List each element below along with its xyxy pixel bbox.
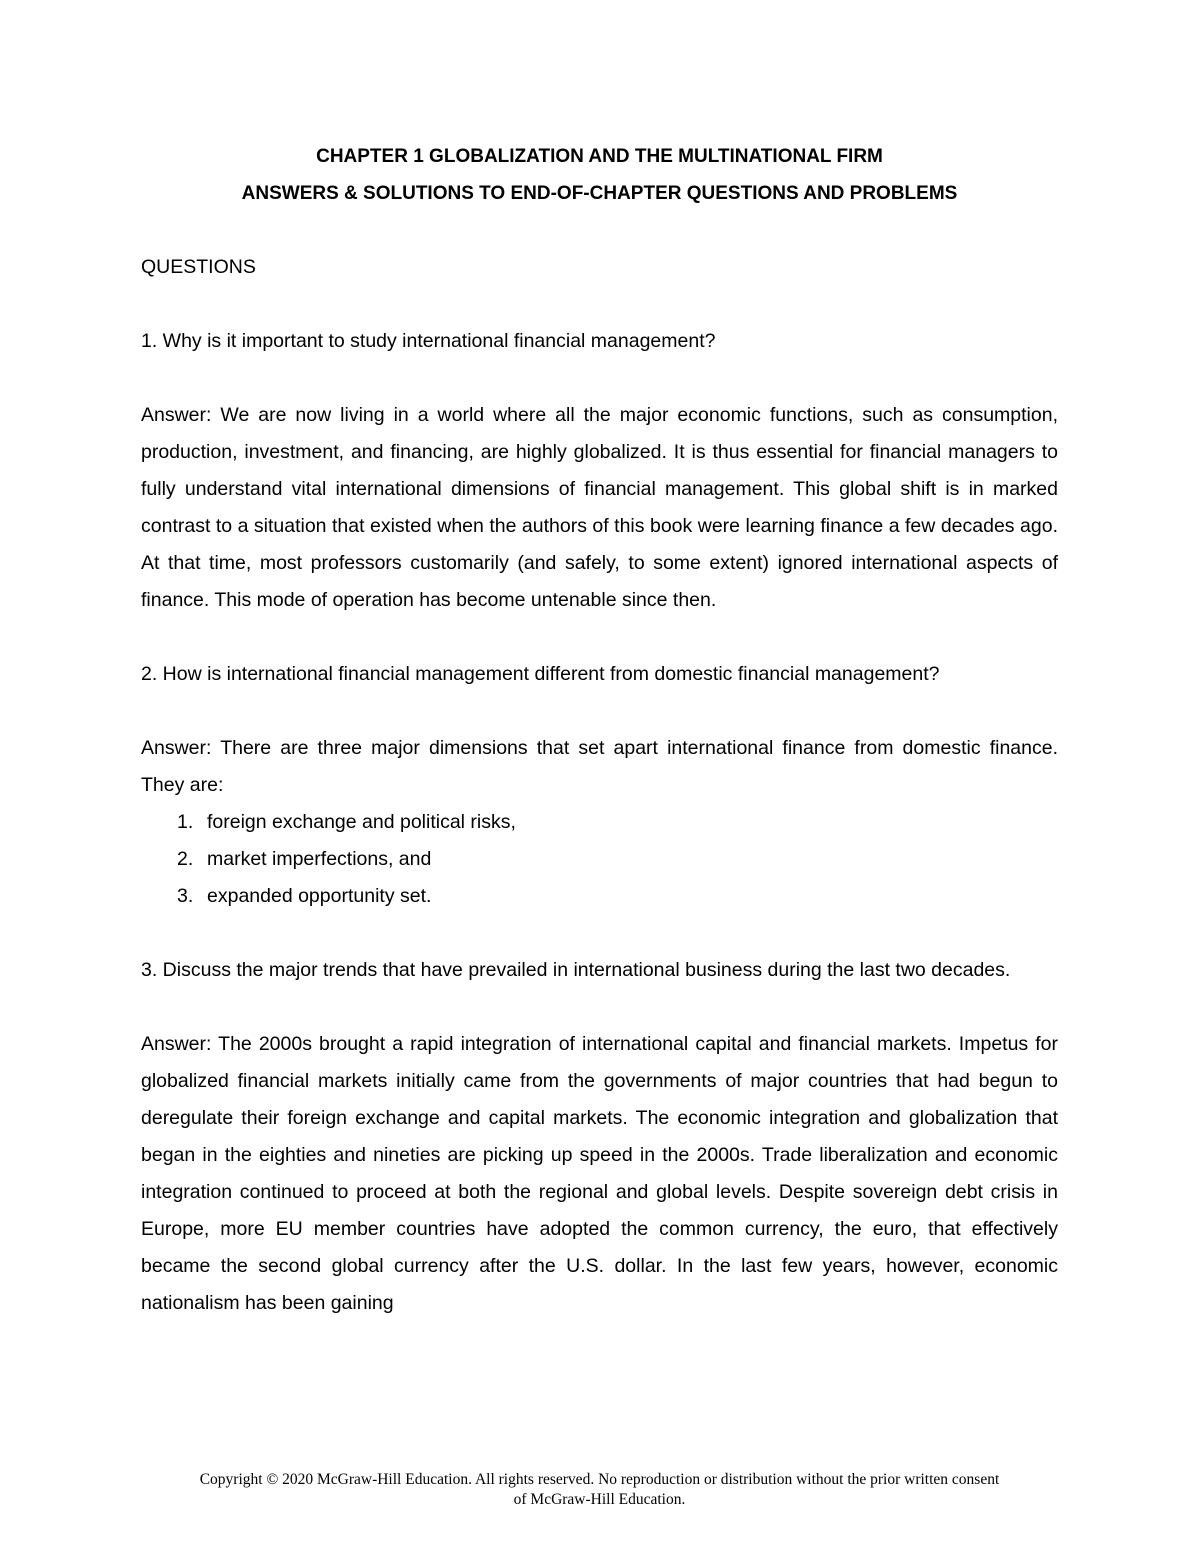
answer-2-list [141,804,1058,915]
copyright-line-2: of McGraw-Hill Education. [513,1491,686,1508]
copyright-line-1: Copyright © 2020 McGraw-Hill Education. All rights reserved. No reproduction or distribution without the prior written consent [199,1471,1000,1488]
list-item-number: 3. [177,885,194,907]
copyright-footer [141,1470,1058,1510]
question-3: 3. Discuss the major trends that have prevailed in international business during the last two decades. [141,959,1011,981]
answer-1: Answer: We are now living in a world where all the major economic functions, such as consumption, production, investment, and financing, are highly globalized. It is thus essential for financial managers to fully understand vital international dimensions of financial management. This global shift is in marked contrast to a situation that existed when the authors of this book were learning finance a few decades ago. At that time, most professors customarily (and safely, to some extent) ignored international aspects of finance. This mode of operation has become untenable since then. [141,404,1058,611]
questions-heading: QUESTIONS [141,256,256,278]
list-item-number: 1. [177,811,194,833]
document-body [141,138,1058,1322]
question-2: 2. How is international financial management different from domestic financial management? [141,663,940,685]
list-item-text: foreign exchange and political risks, [207,811,516,833]
list-item [177,841,1058,878]
answer-2: Answer: There are three major dimensions that set apart international finance from domestic finance. They are: [141,737,1058,796]
answer-3: Answer: The 2000s brought a rapid integration of international capital and financial markets. Impetus for globalized financial markets initially came from the governments of major countries that had begun to deregulate their foreign exchange and capital markets. The economic integration and globalization that began in the eighties and nineties are picking up speed in the 2000s. Trade liberalization and economic integration continued to proceed at both the regional and global levels. Despite sovereign debt crisis in Europe, more EU member countries have adopted the common currency, the euro, that effectively became the second global currency after the U.S. dollar. In the last few years, however, economic nationalism has been gaining [141,1033,1058,1314]
question-1: 1. Why is it important to study international financial management? [141,330,716,352]
list-item-text: market imperfections, and [207,848,432,870]
list-item-text: expanded opportunity set. [207,885,432,907]
chapter-title: CHAPTER 1 GLOBALIZATION AND THE MULTINATIONAL FIRM [316,146,883,167]
chapter-subtitle: ANSWERS & SOLUTIONS TO END-OF-CHAPTER QUESTIONS AND PROBLEMS [241,183,958,204]
list-item-number: 2. [177,848,194,870]
list-item [177,878,1058,915]
list-item [177,804,1058,841]
